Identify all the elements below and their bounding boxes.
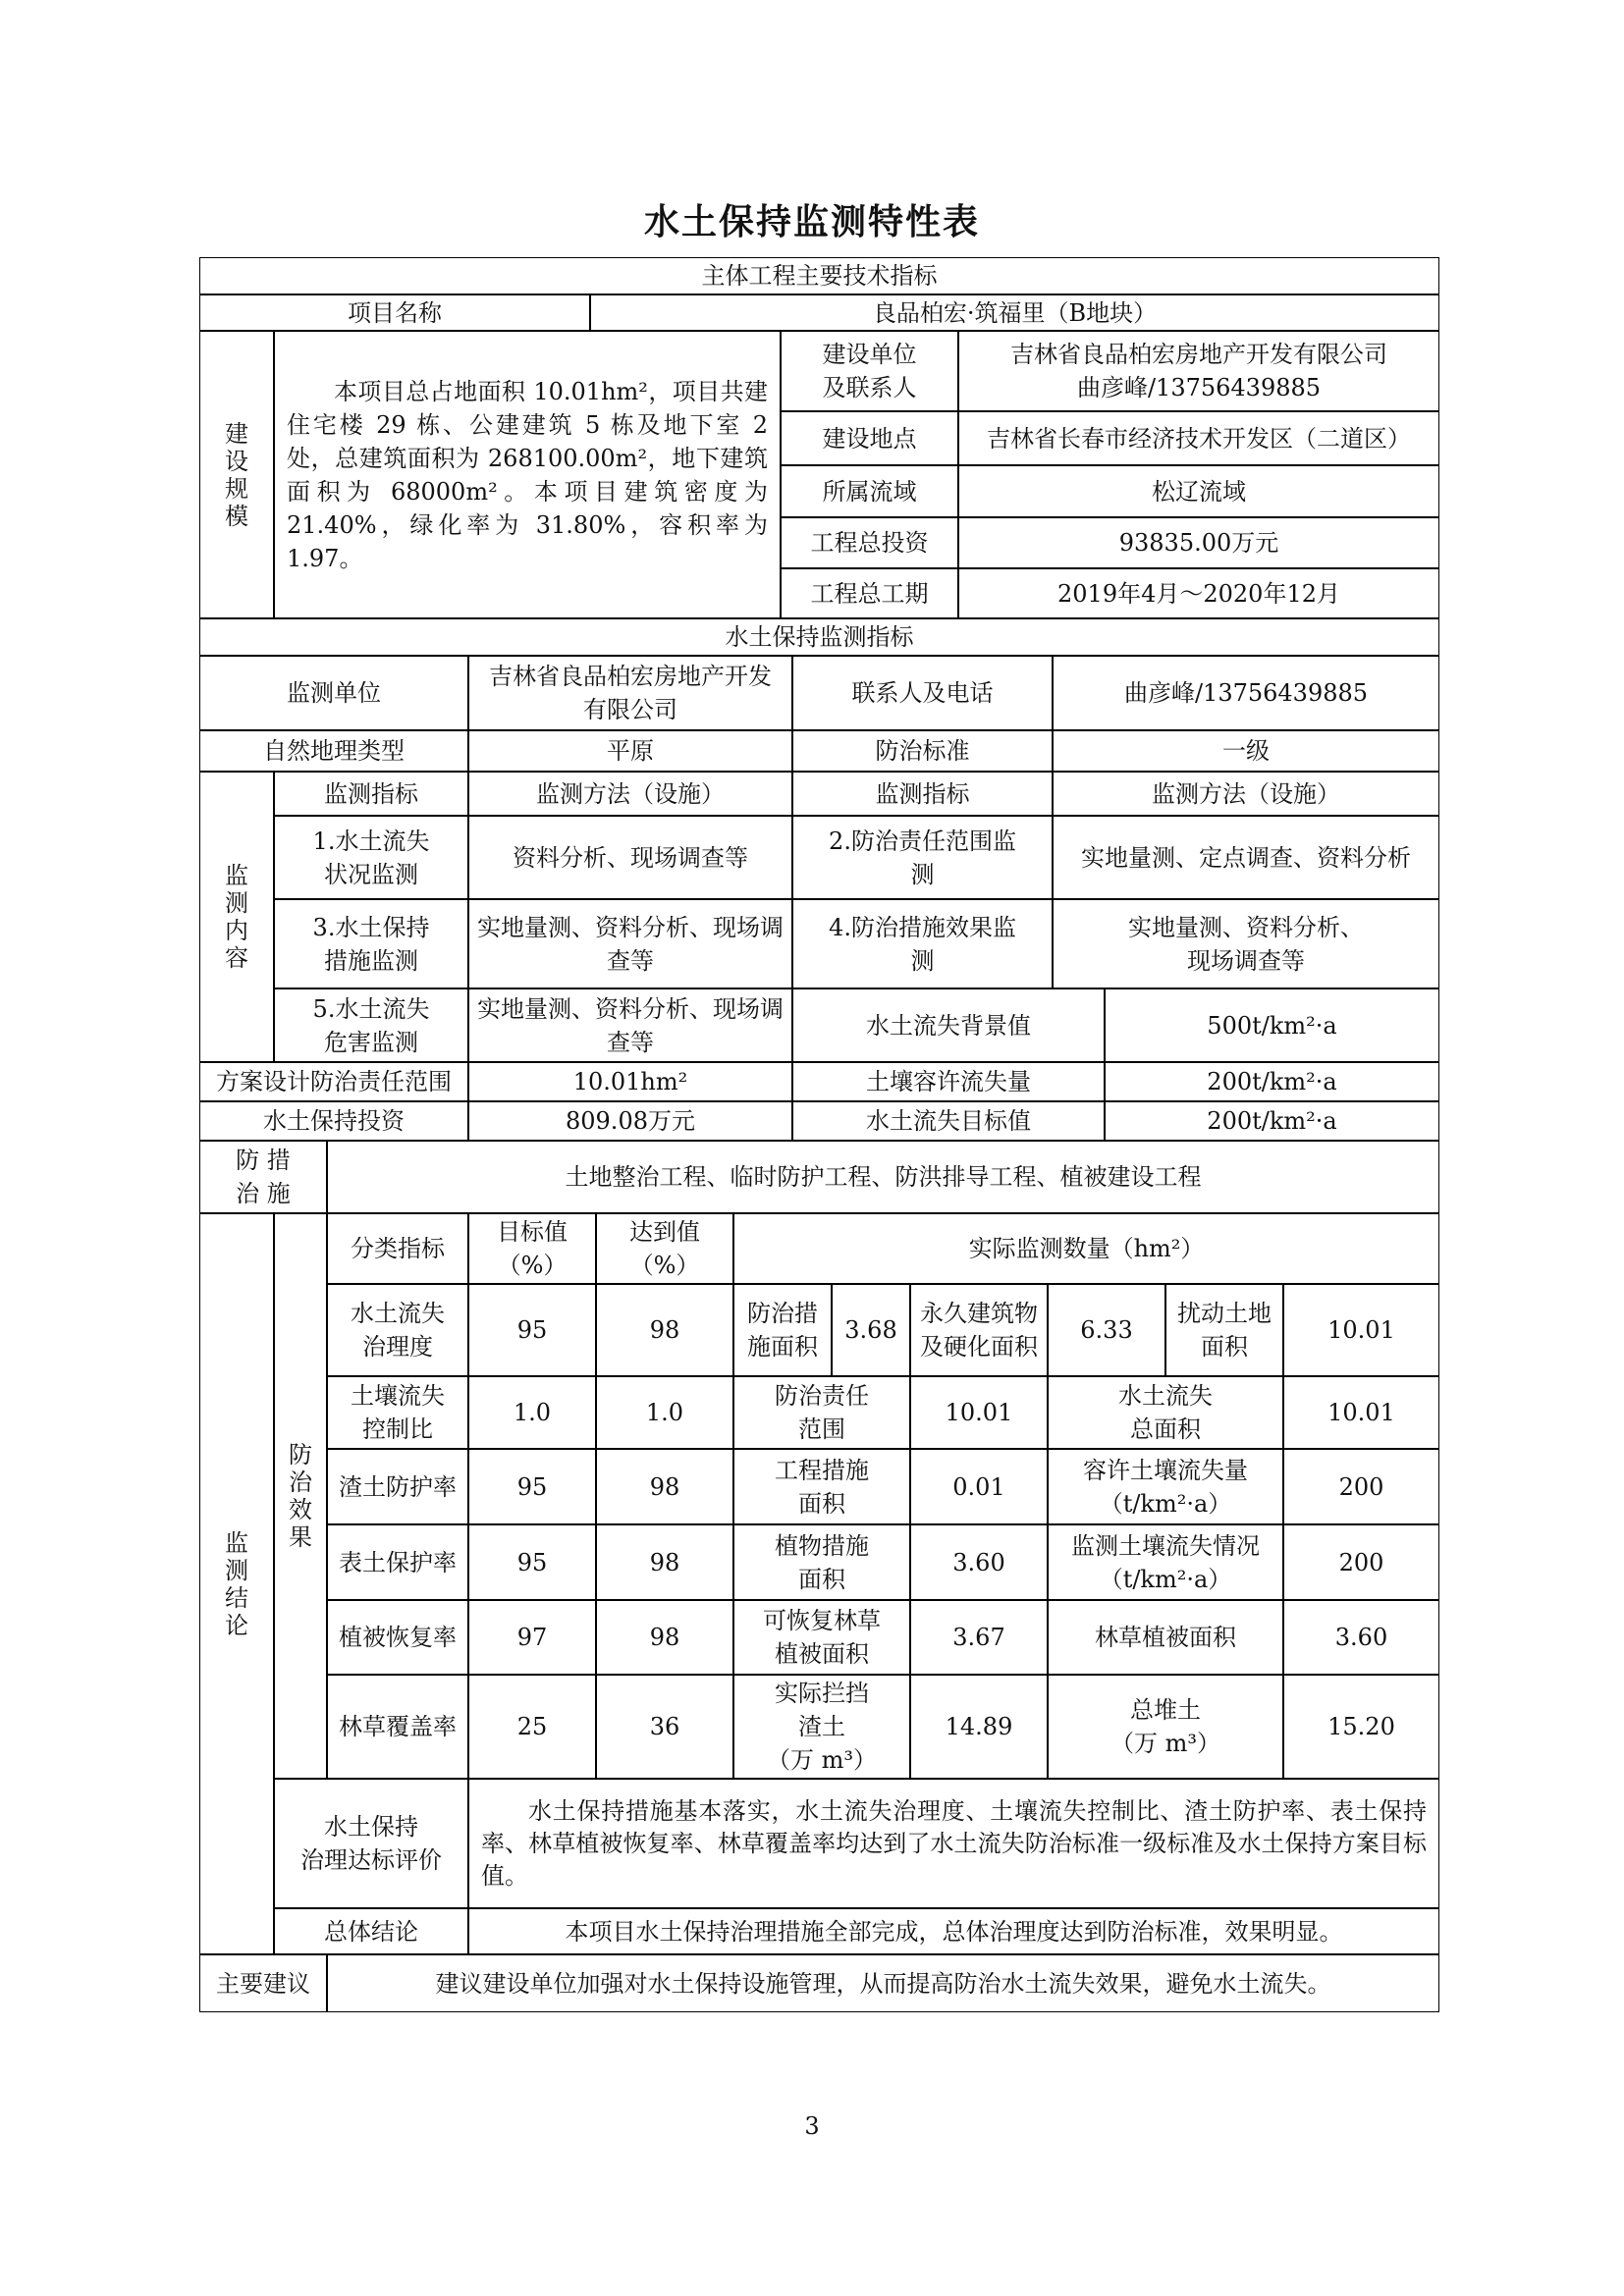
duration-value: 2019年4月～2020年12月 — [958, 568, 1439, 618]
indicator-target: 95 — [468, 1284, 596, 1376]
content-indicator-4: 4.防治措施效果监 测 — [792, 899, 1053, 988]
builder-label: 建设单位 及联系人 — [781, 331, 958, 411]
page-title: 水土保持监测特性表 — [643, 201, 980, 242]
measure-value: 200 — [1283, 1449, 1439, 1524]
header-actual: 实际监测数量（hm²） — [733, 1213, 1439, 1284]
measure-value: 3.67 — [910, 1600, 1048, 1675]
construction-scale-label: 建 设 规 模 — [199, 331, 274, 618]
indicator-name: 渣土防护率 — [327, 1449, 468, 1524]
overall-conclusion-label: 总体结论 — [274, 1908, 468, 1954]
target-loss-label: 水土流失目标值 — [792, 1101, 1105, 1141]
header-achieved: 达到值 （%） — [596, 1213, 733, 1284]
measure-value: 3.60 — [910, 1524, 1048, 1600]
duration-label: 工程总工期 — [781, 568, 958, 618]
monitoring-content-label: 监 测 内 容 — [199, 772, 274, 1062]
measure-label: 可恢复林草 植被面积 — [733, 1600, 910, 1675]
measure-value: 15.20 — [1283, 1675, 1439, 1779]
geo-type-value: 平原 — [468, 730, 792, 772]
indicator-achieved: 36 — [596, 1675, 733, 1779]
indicator-achieved: 1.0 — [596, 1376, 733, 1449]
builder-value: 吉林省良品柏宏房地产开发有限公司 曲彦峰/13756439885 — [958, 331, 1439, 411]
conclusion-label: 监 测 结 论 — [199, 1213, 274, 1954]
indicator-target: 95 — [468, 1449, 596, 1524]
measure-label: 植物措施 面积 — [733, 1524, 910, 1600]
control-effect-label: 防 治 效 果 — [274, 1213, 327, 1779]
monitor-unit-value: 吉林省良品柏宏房地产开发 有限公司 — [468, 656, 792, 730]
content-method-3: 实地量测、资料分析、现场调 查等 — [468, 899, 792, 988]
allowable-loss-label: 土壤容许流失量 — [792, 1062, 1105, 1101]
measures-label: 防 措 治 施 — [199, 1141, 327, 1213]
contact-value: 曲彦峰/13756439885 — [1053, 656, 1439, 730]
background-loss-value: 500t/km²·a — [1105, 988, 1439, 1062]
measure-value: 10.01 — [1283, 1284, 1439, 1376]
measure-label: 监测土壤流失情况 （t/km²·a） — [1048, 1524, 1283, 1600]
content-method-1: 资料分析、现场调查等 — [468, 816, 792, 899]
indicator-name: 表土保护率 — [327, 1524, 468, 1600]
content-method-4: 实地量测、资料分析、 现场调查等 — [1053, 899, 1439, 988]
content-indicator-5: 5.水土流失 危害监测 — [274, 988, 468, 1062]
indicator-achieved: 98 — [596, 1600, 733, 1675]
standard-value: 一级 — [1053, 730, 1439, 772]
overall-conclusion-value: 本项目水土保持治理措施全部完成，总体治理度达到防治标准，效果明显。 — [468, 1908, 1439, 1954]
content-method-2: 实地量测、定点调查、资料分析 — [1053, 816, 1439, 899]
location-value: 吉林省长春市经济技术开发区（二道区） — [958, 411, 1439, 465]
investment-total-value: 93835.00万元 — [958, 517, 1439, 568]
evaluation-value: 水土保持措施基本落实，水土流失治理度、土壤流失控制比、渣土防护率、表土保持率、林草植被恢复率、林草覆盖率均达到了水土流失防治标准一级标准及水土保持方案目标值。 — [468, 1779, 1439, 1908]
indicator-target: 1.0 — [468, 1376, 596, 1449]
indicator-achieved: 98 — [596, 1284, 733, 1376]
target-loss-value: 200t/km²·a — [1105, 1101, 1439, 1141]
measure-label: 永久建筑物 及硬化面积 — [910, 1284, 1048, 1376]
measure-label: 防治责任 范围 — [733, 1376, 910, 1449]
indicator-achieved: 98 — [596, 1524, 733, 1600]
investment-label: 水土保持投资 — [199, 1101, 468, 1141]
project-name-label: 项目名称 — [199, 294, 590, 331]
indicator-name: 植被恢复率 — [327, 1600, 468, 1675]
indicator-target: 25 — [468, 1675, 596, 1779]
measure-value: 200 — [1283, 1524, 1439, 1600]
indicator-name: 土壤流失 控制比 — [327, 1376, 468, 1449]
allowable-loss-value: 200t/km²·a — [1105, 1062, 1439, 1101]
indicator-name: 水土流失 治理度 — [327, 1284, 468, 1376]
content-header-method-b: 监测方法（设施） — [1053, 772, 1439, 816]
measure-value: 14.89 — [910, 1675, 1048, 1779]
indicator-target: 97 — [468, 1600, 596, 1675]
basin-value: 松辽流域 — [958, 465, 1439, 517]
measure-label: 容许土壤流失量 （t/km²·a） — [1048, 1449, 1283, 1524]
contact-label: 联系人及电话 — [792, 656, 1053, 730]
content-header-indicator-a: 监测指标 — [274, 772, 468, 816]
measure-label: 水土流失 总面积 — [1048, 1376, 1283, 1449]
section2-heading: 水土保持监测指标 — [199, 618, 1439, 656]
content-indicator-1: 1.水土流失 状况监测 — [274, 816, 468, 899]
investment-value: 809.08万元 — [468, 1101, 792, 1141]
measure-value: 6.33 — [1048, 1284, 1165, 1376]
measure-value: 0.01 — [910, 1449, 1048, 1524]
standard-label: 防治标准 — [792, 730, 1053, 772]
monitor-unit-label: 监测单位 — [199, 656, 468, 730]
content-header-method-a: 监测方法（设施） — [468, 772, 792, 816]
measure-value: 3.60 — [1283, 1600, 1439, 1675]
measure-value: 10.01 — [910, 1376, 1048, 1449]
location-label: 建设地点 — [781, 411, 958, 465]
content-indicator-3: 3.水土保持 措施监测 — [274, 899, 468, 988]
evaluation-label: 水土保持 治理达标评价 — [274, 1779, 468, 1908]
project-name-value: 良品柏宏·筑福里（B地块） — [590, 294, 1439, 331]
header-target: 目标值 （%） — [468, 1213, 596, 1284]
indicator-achieved: 98 — [596, 1449, 733, 1524]
scope-label: 方案设计防治责任范围 — [199, 1062, 468, 1101]
measure-label: 防治措 施面积 — [733, 1284, 832, 1376]
suggestion-value: 建议建设单位加强对水土保持设施管理，从而提高防治水土流失效果，避免水土流失。 — [327, 1954, 1439, 2012]
suggestion-label: 主要建议 — [199, 1954, 327, 2012]
measure-label: 扰动土地 面积 — [1165, 1284, 1283, 1376]
measure-value: 3.68 — [832, 1284, 910, 1376]
content-header-indicator-b: 监测指标 — [792, 772, 1053, 816]
background-loss-label: 水土流失背景值 — [792, 988, 1105, 1062]
measure-label: 工程措施 面积 — [733, 1449, 910, 1524]
measure-label: 林草植被面积 — [1048, 1600, 1283, 1675]
indicator-name: 林草覆盖率 — [327, 1675, 468, 1779]
measure-label: 总堆土 （万 m³） — [1048, 1675, 1283, 1779]
construction-scale-description: 本项目总占地面积 10.01hm²，项目共建住宅楼 29 栋、公建建筑 5 栋及地下室 2 处，总建筑面积为 268100.00m²，地下建筑面积为 68000m²。本项目建筑密度为 21.40%，绿化率为 31.80%，容积率为 1.97。 — [274, 331, 781, 618]
geo-type-label: 自然地理类型 — [199, 730, 468, 772]
measure-value: 10.01 — [1283, 1376, 1439, 1449]
investment-total-label: 工程总投资 — [781, 517, 958, 568]
measure-label: 实际拦挡 渣土 （万 m³） — [733, 1675, 910, 1779]
header-category: 分类指标 — [327, 1213, 468, 1284]
measures-value: 土地整治工程、临时防护工程、防洪排导工程、植被建设工程 — [327, 1141, 1439, 1213]
content-method-5: 实地量测、资料分析、现场调 查等 — [468, 988, 792, 1062]
page-number: 3 — [804, 2112, 820, 2140]
indicator-target: 95 — [468, 1524, 596, 1600]
content-indicator-2: 2.防治责任范围监 测 — [792, 816, 1053, 899]
section1-heading: 主体工程主要技术指标 — [199, 257, 1439, 294]
basin-label: 所属流域 — [781, 465, 958, 517]
scope-value: 10.01hm² — [468, 1062, 792, 1101]
